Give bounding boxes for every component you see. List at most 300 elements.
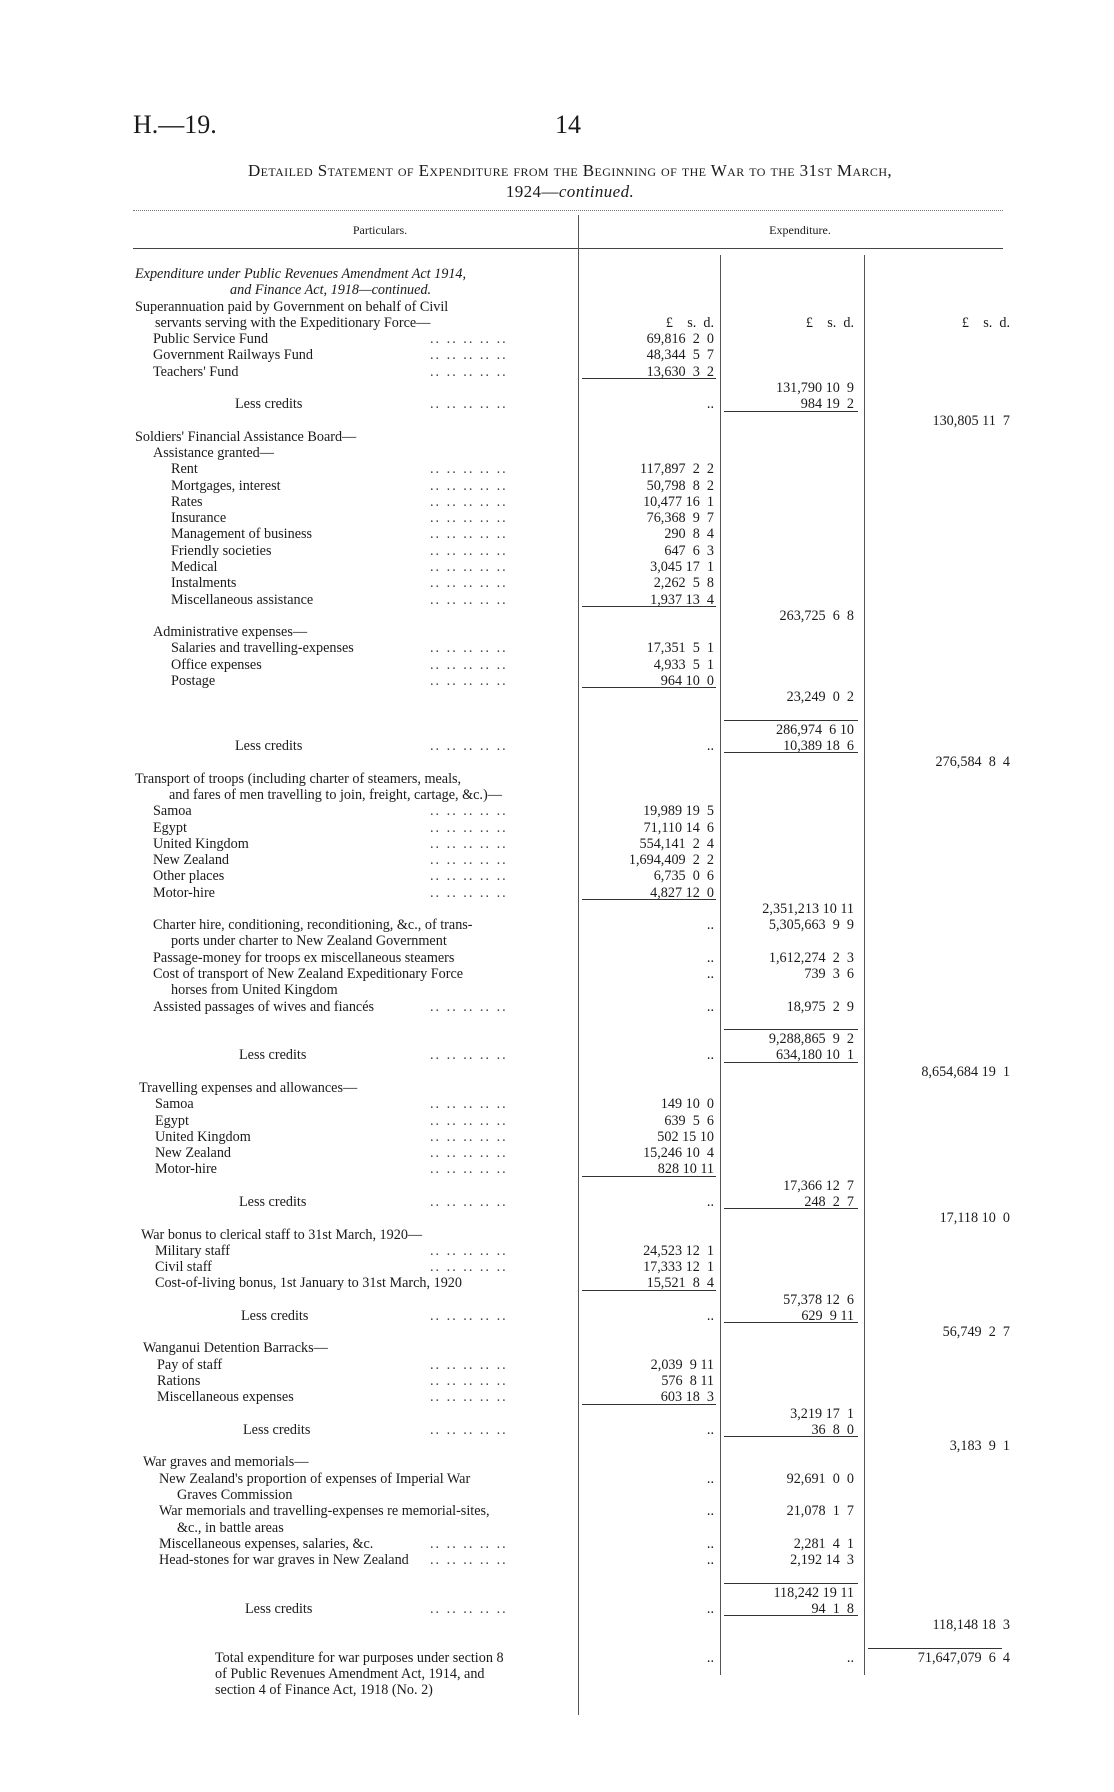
table-row xyxy=(0,347,1114,363)
table-row xyxy=(0,1064,1114,1080)
amount-c1: 19,989 19 5 xyxy=(643,803,714,820)
amount-c1: .. xyxy=(706,998,714,1015)
amount-c1: .. xyxy=(706,949,714,966)
amount-c2: 5,305,663 9 9 xyxy=(768,917,854,934)
table-row xyxy=(0,640,1114,656)
leader-dots: .. .. .. .. .. xyxy=(430,396,508,413)
amount-c3: 3,183 9 1 xyxy=(949,1438,1010,1455)
table-row xyxy=(0,510,1114,526)
row-label: Egypt xyxy=(153,819,187,836)
leader-dots: .. .. .. .. .. xyxy=(430,493,508,510)
table-row xyxy=(0,706,1114,722)
table-row xyxy=(0,787,1114,803)
amount-c3: 118,148 18 3 xyxy=(932,1617,1010,1634)
table-row xyxy=(0,673,1114,689)
amount-c1: £ s. d. xyxy=(665,314,714,331)
amount-c2: 634,180 10 1 xyxy=(775,1047,854,1064)
amount-c2: 18,975 2 9 xyxy=(786,998,854,1015)
leader-dots: .. .. .. .. .. xyxy=(430,461,508,478)
table-row xyxy=(0,1080,1114,1096)
row-label: Less credits xyxy=(235,738,303,755)
subtotal-rule xyxy=(724,1615,858,1616)
row-label: Less credits xyxy=(241,1307,309,1324)
amount-c1: .. xyxy=(706,1421,714,1438)
table-row xyxy=(0,608,1114,624)
table-row xyxy=(0,1047,1114,1063)
leader-dots: .. .. .. .. .. xyxy=(430,526,508,543)
table-row xyxy=(0,901,1114,917)
amount-c2: 92,691 0 0 xyxy=(786,1470,854,1487)
subtotal-rule xyxy=(724,1583,858,1584)
subtotal-rule xyxy=(868,1648,1002,1649)
amount-c1: .. xyxy=(706,1193,714,1210)
table-row xyxy=(0,624,1114,640)
row-label: of Public Revenues Amendment Act, 1914, and xyxy=(215,1666,485,1683)
amount-c1: 69,816 2 0 xyxy=(646,331,714,348)
amount-c1: 2,262 5 8 xyxy=(653,575,714,592)
row-label: Less credits xyxy=(235,396,303,413)
table-row xyxy=(0,1145,1114,1161)
table-row xyxy=(0,592,1114,608)
row-label: Postage xyxy=(171,673,216,689)
subtotal-rule xyxy=(582,606,716,607)
amount-c2: 9,288,865 9 2 xyxy=(768,1031,854,1048)
leader-dots: .. .. .. .. .. xyxy=(430,1356,508,1373)
row-label: ports under charter to New Zealand Government xyxy=(171,933,447,950)
row-label: Total expenditure for war purposes under section 8 xyxy=(215,1649,504,1666)
table-row xyxy=(0,1666,1114,1682)
amount-c3: £ s. d. xyxy=(961,314,1010,331)
title-main: Detailed Statement of Expenditure from the Beginning of the War to the 31st March, xyxy=(247,161,893,180)
table-row xyxy=(0,1259,1114,1275)
table-row xyxy=(0,868,1114,884)
row-label: Less credits xyxy=(239,1193,307,1210)
row-label: Motor-hire xyxy=(153,884,215,901)
row-label: War bonus to clerical staff to 31st March, 1920— xyxy=(141,1226,423,1243)
row-label: Samoa xyxy=(153,803,192,820)
row-label: United Kingdom xyxy=(153,835,249,852)
row-label: Less credits xyxy=(239,1047,307,1064)
table-row xyxy=(0,1308,1114,1324)
amount-c2: 1,612,274 2 3 xyxy=(768,949,854,966)
row-label: Soldiers' Financial Assistance Board— xyxy=(135,428,357,445)
table-row xyxy=(0,429,1114,445)
amount-c1: 2,039 9 11 xyxy=(650,1356,714,1373)
row-label: Friendly societies xyxy=(171,542,272,559)
amount-c1: 290 8 4 xyxy=(664,526,714,543)
table-row xyxy=(0,1422,1114,1438)
subtotal-rule xyxy=(582,899,716,900)
table-row xyxy=(0,1536,1114,1552)
table-row xyxy=(0,1357,1114,1373)
amount-c1: 828 10 11 xyxy=(657,1161,714,1178)
amount-c1: 4,933 5 1 xyxy=(653,656,714,673)
amount-c1: 24,523 12 1 xyxy=(643,1242,714,1259)
amount-c2: 629 9 11 xyxy=(801,1307,854,1324)
row-label: Pay of staff xyxy=(157,1356,223,1373)
row-label: Insurance xyxy=(171,510,227,527)
amount-c2: 131,790 10 9 xyxy=(775,379,854,396)
leader-dots: .. .. .. .. .. xyxy=(430,477,508,494)
amount-c2: 2,351,213 10 11 xyxy=(762,900,854,917)
subtotal-rule xyxy=(724,1322,858,1323)
amount-c1: .. xyxy=(706,1535,714,1552)
table-row xyxy=(0,380,1114,396)
table-row xyxy=(0,689,1114,705)
amount-c3: 130,805 11 7 xyxy=(932,412,1010,429)
row-label: Graves Commission xyxy=(177,1487,293,1503)
amount-c3: 71,647,079 6 4 xyxy=(917,1649,1010,1666)
leader-dots: .. .. .. .. .. xyxy=(430,1112,508,1129)
amount-c2: 57,378 12 6 xyxy=(783,1291,854,1308)
leader-dots: .. .. .. .. .. xyxy=(430,819,508,836)
table-row xyxy=(0,543,1114,559)
table-row xyxy=(0,461,1114,477)
table-row xyxy=(0,299,1114,315)
subtotal-rule xyxy=(724,1062,858,1063)
row-label: Travelling expenses and allowances— xyxy=(139,1080,358,1096)
amount-c1: .. xyxy=(706,738,714,755)
amount-c2: 10,389 18 6 xyxy=(783,738,854,755)
leader-dots: .. .. .. .. .. xyxy=(430,1552,508,1569)
column-header-expenditure: Expenditure. xyxy=(769,223,831,237)
amount-c1: .. xyxy=(706,1047,714,1064)
leader-dots: .. .. .. .. .. xyxy=(430,575,508,592)
row-label: Motor-hire xyxy=(155,1161,217,1178)
amount-c1: .. xyxy=(706,1649,714,1666)
row-label: Military staff xyxy=(155,1242,230,1259)
leader-dots: .. .. .. .. .. xyxy=(430,803,508,820)
table-row xyxy=(0,999,1114,1015)
row-label: Administrative expenses— xyxy=(153,624,308,641)
leader-dots: .. .. .. .. .. xyxy=(430,673,508,689)
row-label: Head-stones for war graves in New Zealand xyxy=(159,1552,409,1569)
row-label: Assistance granted— xyxy=(153,445,274,462)
table-row xyxy=(0,1389,1114,1405)
leader-dots: .. .. .. .. .. xyxy=(430,1600,508,1617)
table-row xyxy=(0,266,1114,282)
leader-dots: .. .. .. .. .. xyxy=(430,363,508,380)
title-continued: continued. xyxy=(558,182,635,201)
row-label: Samoa xyxy=(155,1096,194,1113)
table-row xyxy=(0,1096,1114,1112)
leader-dots: .. .. .. .. .. xyxy=(430,559,508,576)
amount-c1: 554,141 2 4 xyxy=(639,835,714,852)
header-bottom-rule xyxy=(133,248,1003,249)
table-row xyxy=(0,315,1114,331)
leader-dots: .. .. .. .. .. xyxy=(430,510,508,527)
amount-c2: 94 1 8 xyxy=(811,1600,854,1617)
row-label: Less credits xyxy=(245,1600,313,1617)
amount-c2: 2,192 14 3 xyxy=(790,1552,854,1569)
row-label: and Finance Act, 1918—continued. xyxy=(230,282,432,299)
amount-c1: .. xyxy=(706,396,714,413)
table-row xyxy=(0,364,1114,380)
row-label: New Zealand xyxy=(155,1145,232,1162)
row-label: Miscellaneous expenses xyxy=(157,1389,294,1406)
table-row xyxy=(0,754,1114,770)
leader-dots: .. .. .. .. .. xyxy=(430,1047,508,1064)
amount-c1: 639 5 6 xyxy=(664,1112,714,1129)
amount-c1: 576 8 11 xyxy=(661,1373,714,1390)
subtotal-rule xyxy=(582,687,716,688)
row-label: Rent xyxy=(171,461,198,478)
table-row xyxy=(0,1406,1114,1422)
amount-c2: 23,249 0 2 xyxy=(786,689,854,706)
amount-c1: 1,937 13 4 xyxy=(650,591,714,608)
table-row xyxy=(0,1015,1114,1031)
leader-dots: .. .. .. .. .. xyxy=(430,1373,508,1390)
table-row xyxy=(0,917,1114,933)
amount-c1: 647 6 3 xyxy=(664,542,714,559)
table-row xyxy=(0,950,1114,966)
row-label: Cost-of-living bonus, 1st January to 31st March, 1920 xyxy=(155,1275,462,1292)
subtotal-rule xyxy=(582,378,716,379)
row-label: Salaries and travelling-expenses xyxy=(171,640,354,657)
amount-c2: 21,078 1 7 xyxy=(786,1503,854,1520)
amount-c2: 263,725 6 8 xyxy=(779,607,854,624)
amount-c1: 15,246 10 4 xyxy=(643,1145,714,1162)
row-label: Passage-money for troops ex miscellaneous steamers xyxy=(153,949,455,966)
row-label: Teachers' Fund xyxy=(153,363,239,380)
amount-c1: 964 10 0 xyxy=(660,673,714,689)
subtotal-rule xyxy=(724,1436,858,1437)
table-row xyxy=(0,494,1114,510)
leader-dots: .. .. .. .. .. xyxy=(430,1389,508,1406)
amount-c2: 984 19 2 xyxy=(800,396,854,413)
subtotal-rule xyxy=(724,720,858,721)
row-label: servants serving with the Expeditionary Force— xyxy=(155,314,431,331)
amount-c1: 117,897 2 2 xyxy=(640,461,714,478)
table-row xyxy=(0,396,1114,412)
row-label: Cost of transport of New Zealand Expeditionary Force xyxy=(153,966,464,983)
row-label: Transport of troops (including charter of steamers, meals, xyxy=(135,770,462,787)
leader-dots: .. .. .. .. .. xyxy=(430,1161,508,1178)
amount-c1: 10,477 16 1 xyxy=(643,493,714,510)
table-row xyxy=(0,657,1114,673)
table-row xyxy=(0,1178,1114,1194)
amount-c1: 3,045 17 1 xyxy=(650,559,714,576)
amount-c1: .. xyxy=(706,1470,714,1487)
table-row xyxy=(0,1438,1114,1454)
table-row xyxy=(0,722,1114,738)
amount-c1: 76,368 9 7 xyxy=(646,510,714,527)
amount-c2: 739 3 6 xyxy=(804,966,854,983)
row-label: Rations xyxy=(157,1373,201,1390)
table-row xyxy=(0,738,1114,754)
row-label: Superannuation paid by Government on behalf of Civil xyxy=(135,298,449,315)
leader-dots: .. .. .. .. .. xyxy=(430,1535,508,1552)
row-label: Medical xyxy=(171,559,218,576)
table-row xyxy=(0,1113,1114,1129)
subtotal-rule xyxy=(724,1029,858,1030)
row-label: War memorials and travelling-expenses re memorial-sites, xyxy=(159,1503,490,1520)
table-row xyxy=(0,559,1114,575)
amount-c3: 276,584 8 4 xyxy=(935,754,1010,771)
leader-dots: .. .. .. .. .. xyxy=(430,1242,508,1259)
table-row xyxy=(0,1601,1114,1617)
table-row xyxy=(0,1194,1114,1210)
amount-c2: .. xyxy=(846,1649,854,1666)
amount-c1: 17,333 12 1 xyxy=(643,1259,714,1276)
leader-dots: .. .. .. .. .. xyxy=(430,656,508,673)
leader-dots: .. .. .. .. .. xyxy=(430,1307,508,1324)
amount-c1: 6,735 0 6 xyxy=(653,868,714,885)
table-row xyxy=(0,1243,1114,1259)
table-row xyxy=(0,771,1114,787)
amount-c1: 1,694,409 2 2 xyxy=(628,852,714,869)
row-label: horses from United Kingdom xyxy=(171,982,338,999)
leader-dots: .. .. .. .. .. xyxy=(430,1421,508,1438)
leader-dots: .. .. .. .. .. xyxy=(430,542,508,559)
leader-dots: .. .. .. .. .. xyxy=(430,1128,508,1145)
table-row xyxy=(0,1650,1114,1666)
amount-c1: .. xyxy=(706,1600,714,1617)
table-row xyxy=(0,1292,1114,1308)
leader-dots: .. .. .. .. .. xyxy=(430,868,508,885)
leader-dots: .. .. .. .. .. xyxy=(430,1145,508,1162)
row-label: Expenditure under Public Revenues Amendment Act 1914, xyxy=(135,266,467,282)
amount-c1: .. xyxy=(706,1552,714,1569)
table-row xyxy=(0,1617,1114,1633)
table-row xyxy=(0,1275,1114,1291)
table-row xyxy=(0,1568,1114,1584)
table-row xyxy=(0,413,1114,429)
subtotal-rule xyxy=(582,1176,716,1177)
statement-title xyxy=(135,160,1005,202)
row-label: Charter hire, conditioning, reconditioning, &c., of trans- xyxy=(153,917,473,934)
subtotal-rule xyxy=(582,1404,716,1405)
table-row xyxy=(0,1161,1114,1177)
leader-dots: .. .. .. .. .. xyxy=(430,1259,508,1276)
amount-c2: 3,219 17 1 xyxy=(790,1405,854,1422)
row-label: Management of business xyxy=(171,526,313,543)
table-row xyxy=(0,966,1114,982)
leader-dots: .. .. .. .. .. xyxy=(430,835,508,852)
leader-dots: .. .. .. .. .. xyxy=(430,738,508,755)
row-label: &c., in battle areas xyxy=(177,1519,284,1536)
row-label: New Zealand's proportion of expenses of Imperial War xyxy=(159,1470,471,1487)
table-row xyxy=(0,803,1114,819)
table-row xyxy=(0,1210,1114,1226)
row-label: Mortgages, interest xyxy=(171,477,281,494)
leader-dots: .. .. .. .. .. xyxy=(430,640,508,657)
amount-c1: 603 18 3 xyxy=(660,1389,714,1406)
table-row xyxy=(0,1454,1114,1470)
row-label: Miscellaneous assistance xyxy=(171,591,314,608)
column-header-particulars: Particulars. xyxy=(352,223,408,237)
row-label: Less credits xyxy=(243,1421,311,1438)
amount-c3: 56,749 2 7 xyxy=(942,1324,1010,1341)
table-row xyxy=(0,282,1114,298)
row-label: Rates xyxy=(171,493,203,510)
subtotal-rule xyxy=(724,1208,858,1209)
amount-c1: .. xyxy=(706,966,714,983)
table-row xyxy=(0,1471,1114,1487)
amount-c1: 71,110 14 6 xyxy=(643,819,714,836)
table-row xyxy=(0,1503,1114,1519)
document-code: H.—19. xyxy=(133,110,217,139)
table-row xyxy=(0,933,1114,949)
table-row xyxy=(0,1129,1114,1145)
table-row xyxy=(0,1552,1114,1568)
row-label: New Zealand xyxy=(153,852,230,869)
row-label: War graves and memorials— xyxy=(143,1454,309,1471)
row-label: Assisted passages of wives and fiancés xyxy=(153,998,375,1015)
amount-c3: 17,118 10 0 xyxy=(939,1210,1010,1227)
leader-dots: .. .. .. .. .. xyxy=(430,998,508,1015)
amount-c2: 17,366 12 7 xyxy=(783,1177,854,1194)
amount-c1: .. xyxy=(706,917,714,934)
leader-dots: .. .. .. .. .. xyxy=(430,1193,508,1210)
amount-c2: 118,242 19 11 xyxy=(773,1584,854,1601)
amount-c1: 4,827 12 0 xyxy=(650,884,714,901)
table-row xyxy=(0,1324,1114,1340)
amount-c1: 48,344 5 7 xyxy=(646,347,714,364)
table-row xyxy=(0,478,1114,494)
amount-c2: £ s. d. xyxy=(805,314,854,331)
leader-dots: .. .. .. .. .. xyxy=(430,591,508,608)
amount-c1: 17,351 5 1 xyxy=(646,640,714,657)
amount-c2: 2,281 4 1 xyxy=(793,1535,854,1552)
amount-c1: .. xyxy=(706,1307,714,1324)
amount-c1: .. xyxy=(706,1503,714,1520)
amount-c2: 286,974 6 10 xyxy=(775,721,854,738)
table-row xyxy=(0,1487,1114,1503)
row-label: Other places xyxy=(153,868,225,885)
table-row xyxy=(0,836,1114,852)
table-row xyxy=(0,982,1114,998)
row-label: Civil staff xyxy=(155,1259,212,1276)
leader-dots: .. .. .. .. .. xyxy=(430,852,508,869)
row-label: United Kingdom xyxy=(155,1128,251,1145)
row-label: Public Service Fund xyxy=(153,331,269,348)
subtotal-rule xyxy=(724,411,858,412)
table-row xyxy=(0,526,1114,542)
leader-dots: .. .. .. .. .. xyxy=(430,331,508,348)
header-top-rule xyxy=(133,210,1003,211)
table-row xyxy=(0,1520,1114,1536)
row-label: Wanganui Detention Barracks— xyxy=(143,1340,328,1357)
row-label: Office expenses xyxy=(171,656,262,673)
leader-dots: .. .. .. .. .. xyxy=(430,884,508,901)
table-row xyxy=(0,852,1114,868)
table-row xyxy=(0,575,1114,591)
subtotal-rule xyxy=(724,752,858,753)
table-row xyxy=(0,331,1114,347)
table-row xyxy=(0,445,1114,461)
row-label: and fares of men travelling to join, freight, cartage, &c.)— xyxy=(169,786,502,803)
amount-c1: 15,521 8 4 xyxy=(646,1275,714,1292)
row-label: section 4 of Finance Act, 1918 (No. 2) xyxy=(215,1682,433,1699)
title-year: 1924— xyxy=(505,182,559,201)
table-row xyxy=(0,1585,1114,1601)
leader-dots: .. .. .. .. .. xyxy=(430,347,508,364)
table-row xyxy=(0,1373,1114,1389)
row-label: Instalments xyxy=(171,575,237,592)
row-label: Egypt xyxy=(155,1112,189,1129)
amount-c1: 502 15 10 xyxy=(657,1128,714,1145)
table-row xyxy=(0,1682,1114,1698)
leader-dots: .. .. .. .. .. xyxy=(430,1096,508,1113)
row-label: Miscellaneous expenses, salaries, &c. xyxy=(159,1535,374,1552)
table-row xyxy=(0,885,1114,901)
table-row xyxy=(0,1227,1114,1243)
amount-c1: 149 10 0 xyxy=(660,1096,714,1113)
page-number: 14 xyxy=(555,110,581,139)
table-row xyxy=(0,1031,1114,1047)
amount-c1: 50,798 8 2 xyxy=(646,477,714,494)
